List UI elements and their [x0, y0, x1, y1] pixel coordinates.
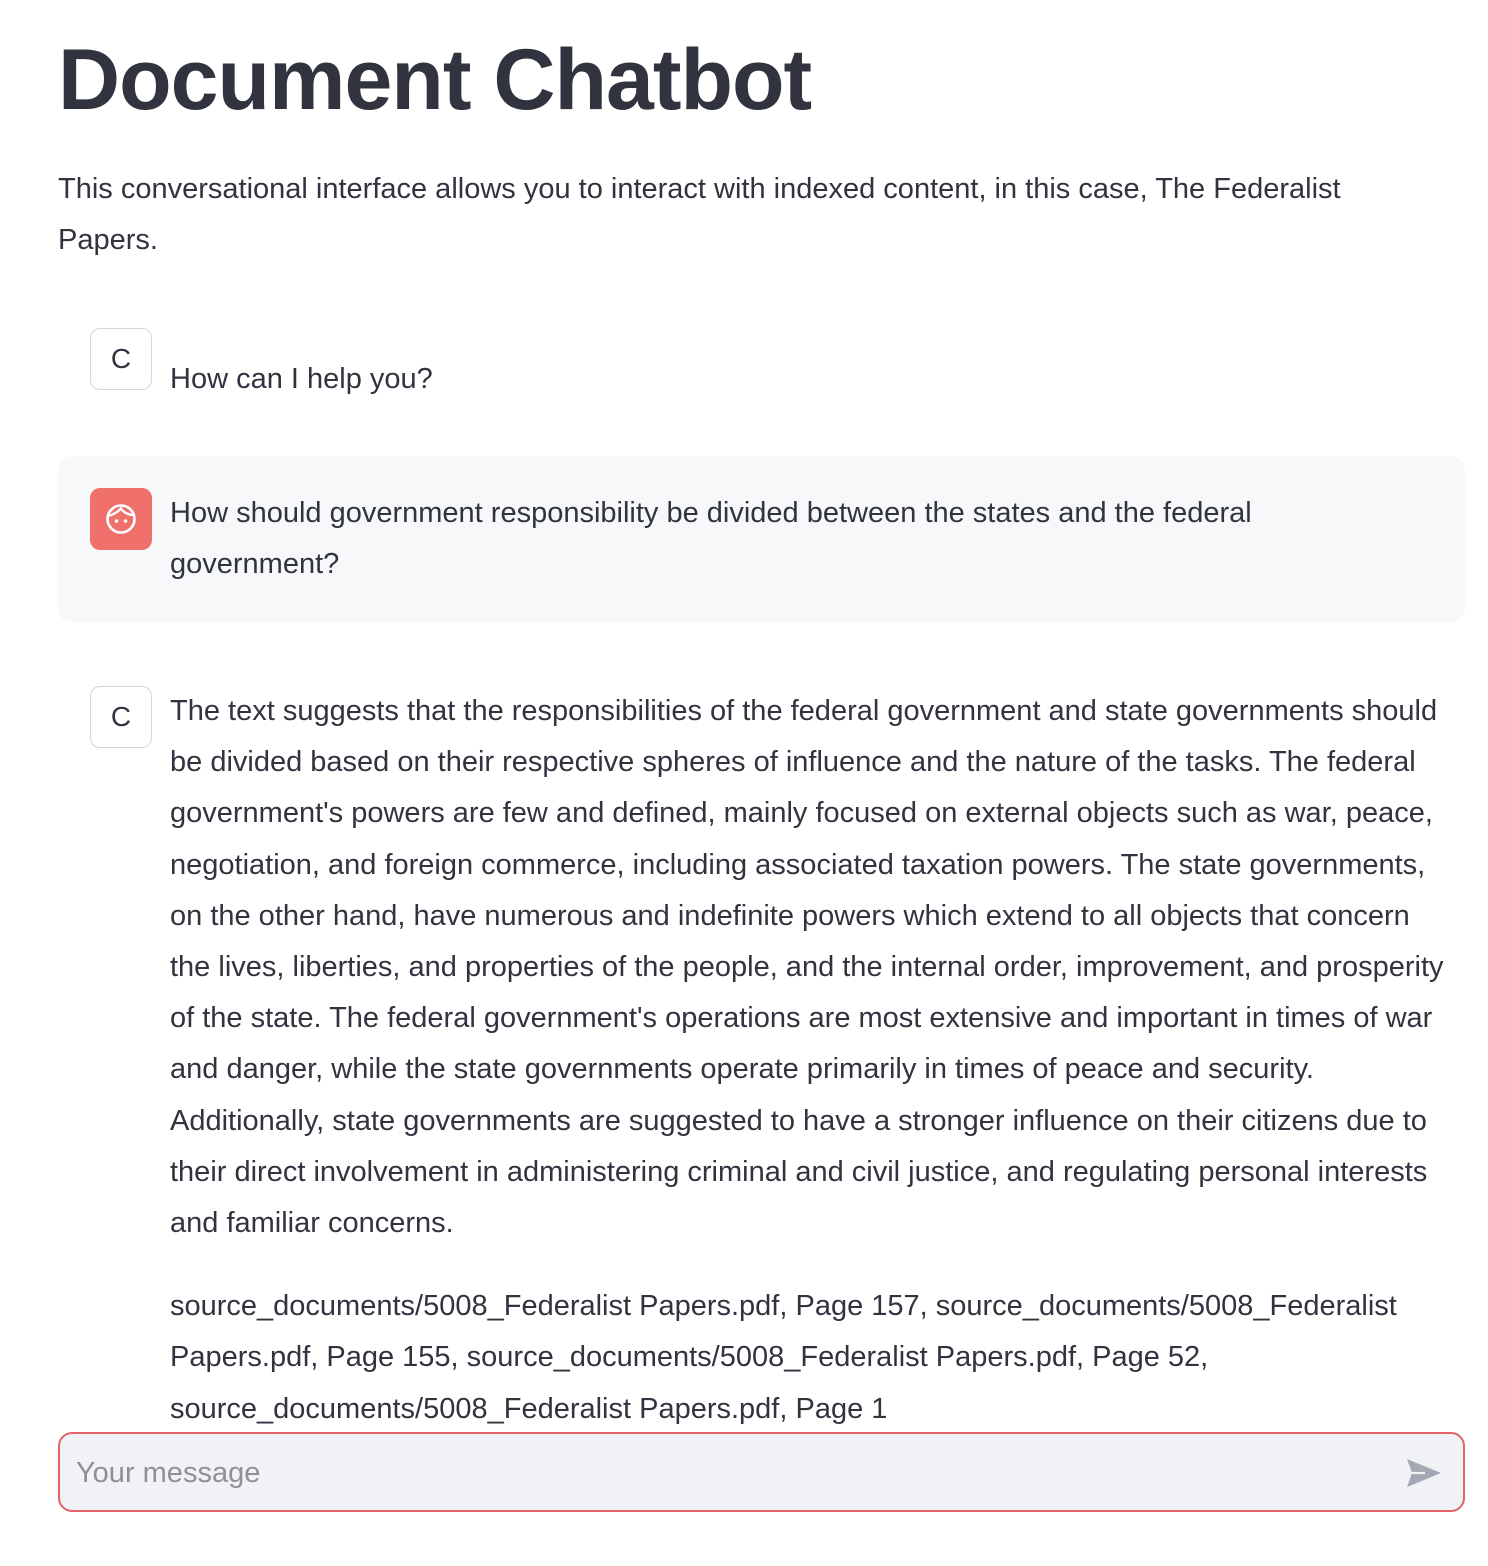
chat-message-assistant — [58, 320, 1465, 420]
message-text: The text suggests that the responsibilities of the federal government and state governments should be divided based on their respective spheres of influence and the nature of the tasks. The federal government's powers are few and defined, mainly focused on external objects such as war, peace, negotiation, and foreign commerce, including associated taxation powers. The state governments, on the other hand, have numerous and indefinite powers which extend to all objects that concern the lives, liberties, and properties of the people, and the internal order, improvement, and prosperity of the state. The federal government's operations are most extensive and important in times of war and danger, while the state governments operate primarily in times of peace and security. Additionally, state governments are suggested to have a stronger influence on their citizens due to their direct involvement in administering criminal and civil justice, and regulating personal interests and familiar concerns. — [170, 695, 1444, 1240]
message-sources: source_documents/5008_Federalist Papers.pdf, Page 157, source_documents/5008_Federalist Papers.pdf, Page 155, source_documents/5008_Federalist Papers.pdf, Page 52, source_documents/5008_Federalist Papers.pdf, Page 1 — [170, 1290, 1397, 1425]
chat-input-container — [58, 1432, 1465, 1512]
message-text: How should government responsibility be divided between the states and the federal government? — [170, 497, 1252, 581]
message-content — [170, 686, 1455, 1467]
chat-input[interactable] — [74, 1442, 1378, 1504]
face-icon — [104, 502, 138, 536]
message-text: How can I help you? — [170, 363, 433, 395]
assistant-avatar: C — [90, 686, 152, 748]
page-title: Document Chatbot — [58, 32, 812, 128]
user-avatar — [90, 488, 152, 550]
chat-history[interactable] — [0, 300, 1488, 1425]
send-button[interactable] — [1403, 1452, 1445, 1494]
send-icon — [1405, 1457, 1443, 1489]
chat-message-assistant — [58, 680, 1465, 1425]
intro-text: This conversational interface allows you to interact with indexed content, in this case, The Federalist Papers. — [58, 173, 1341, 256]
assistant-avatar: C — [90, 328, 152, 390]
chat-message-user — [58, 456, 1465, 622]
